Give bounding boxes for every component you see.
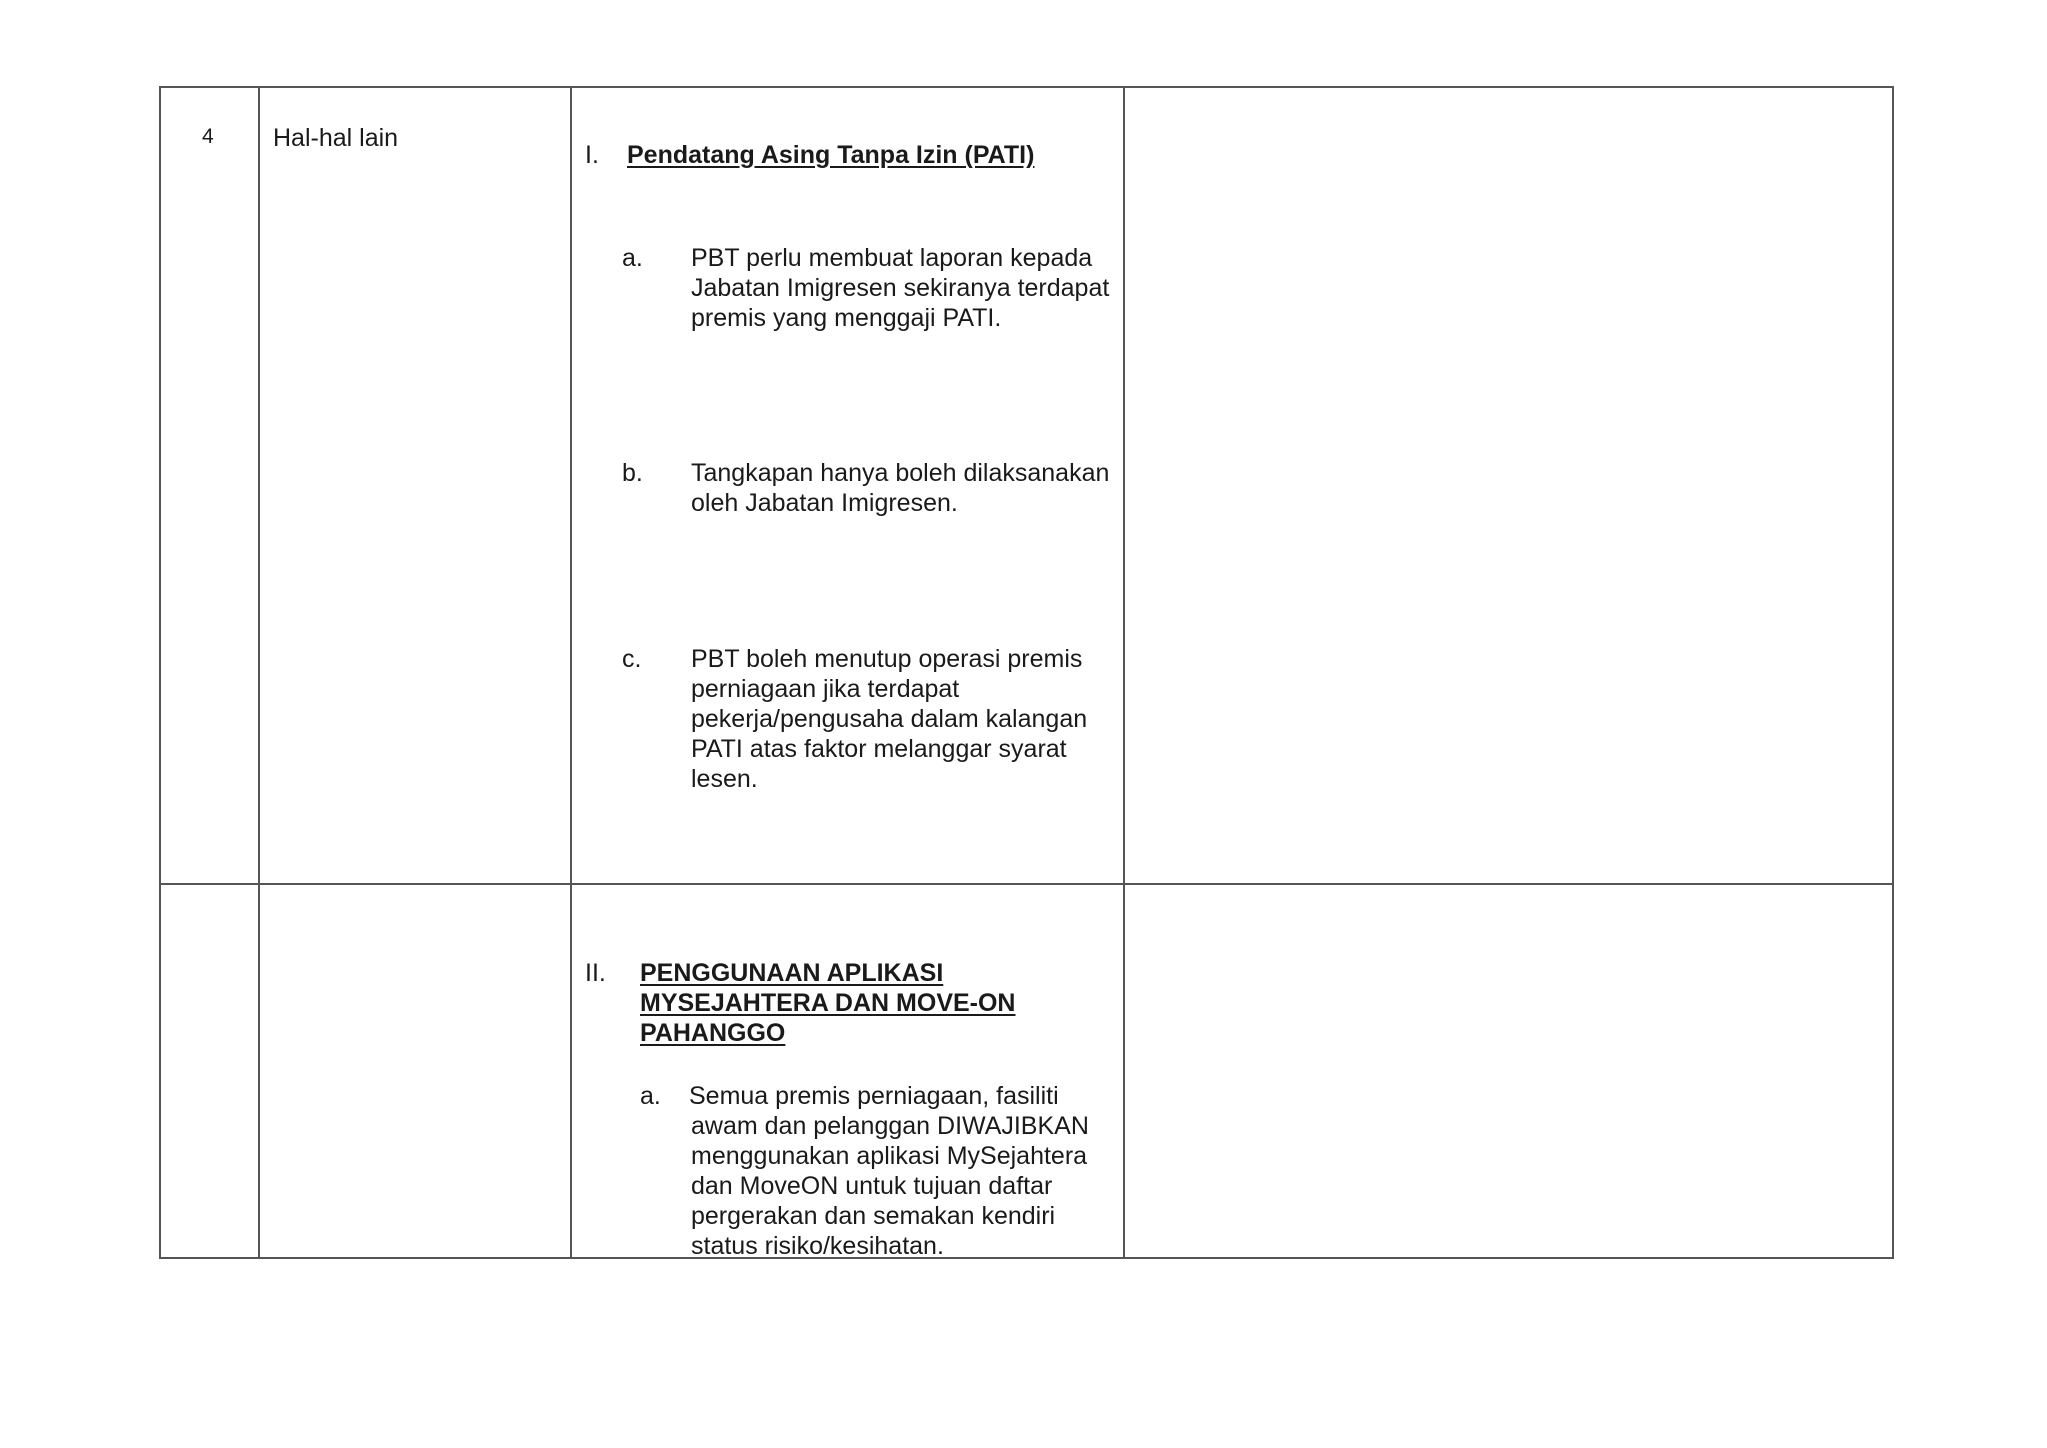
section-title-line: PENGGUNAAN APLIKASI <box>640 959 944 987</box>
item-letter: b. <box>622 459 643 487</box>
table-border-right <box>1892 86 1894 1259</box>
section-title-line: MYSEJAHTERA DAN MOVE-ON <box>640 989 1016 1017</box>
section-title-line: PAHANGGO <box>640 1019 786 1047</box>
row-category: Hal-hal lain <box>273 124 399 152</box>
section-title: Pendatang Asing Tanpa Izin (PATI) <box>627 141 1035 169</box>
item-text: awam dan pelanggan DIWAJIBKAN menggunakan aplikasi MySejahtera dan MoveON untuk tujuan daftar pergerakan dan semakan kendiri status risiko/kesihatan. <box>691 1112 1089 1260</box>
item-text: PBT perlu membuat laporan kepada Jabatan Imigresen sekiranya terdapat premis yang menggaji PATI. <box>691 244 1110 332</box>
table-row-divider <box>159 883 1893 885</box>
table-col-divider-3 <box>1123 86 1125 1259</box>
item-letter: c. <box>622 645 642 673</box>
section-numeral: I. <box>585 141 599 169</box>
row-number: 4 <box>202 125 214 148</box>
table-col-divider-1 <box>258 86 260 1259</box>
item-text-first-line: Semua premis perniagaan, fasiliti <box>689 1082 1059 1110</box>
table-border-left <box>159 86 161 1259</box>
item-text: PBT boleh menutup operasi premis perniagaan jika terdapat pekerja/pengusaha dalam kalangan PATI atas faktor melanggar syarat lesen. <box>691 645 1088 793</box>
table-border-top <box>159 86 1893 88</box>
section-numeral: II. <box>585 959 606 987</box>
item-letter: a. <box>622 244 643 272</box>
table-col-divider-2 <box>570 86 572 1259</box>
item-letter: a. <box>640 1082 661 1110</box>
item-text: Tangkapan hanya boleh dilaksanakan oleh Jabatan Imigresen. <box>691 459 1110 517</box>
